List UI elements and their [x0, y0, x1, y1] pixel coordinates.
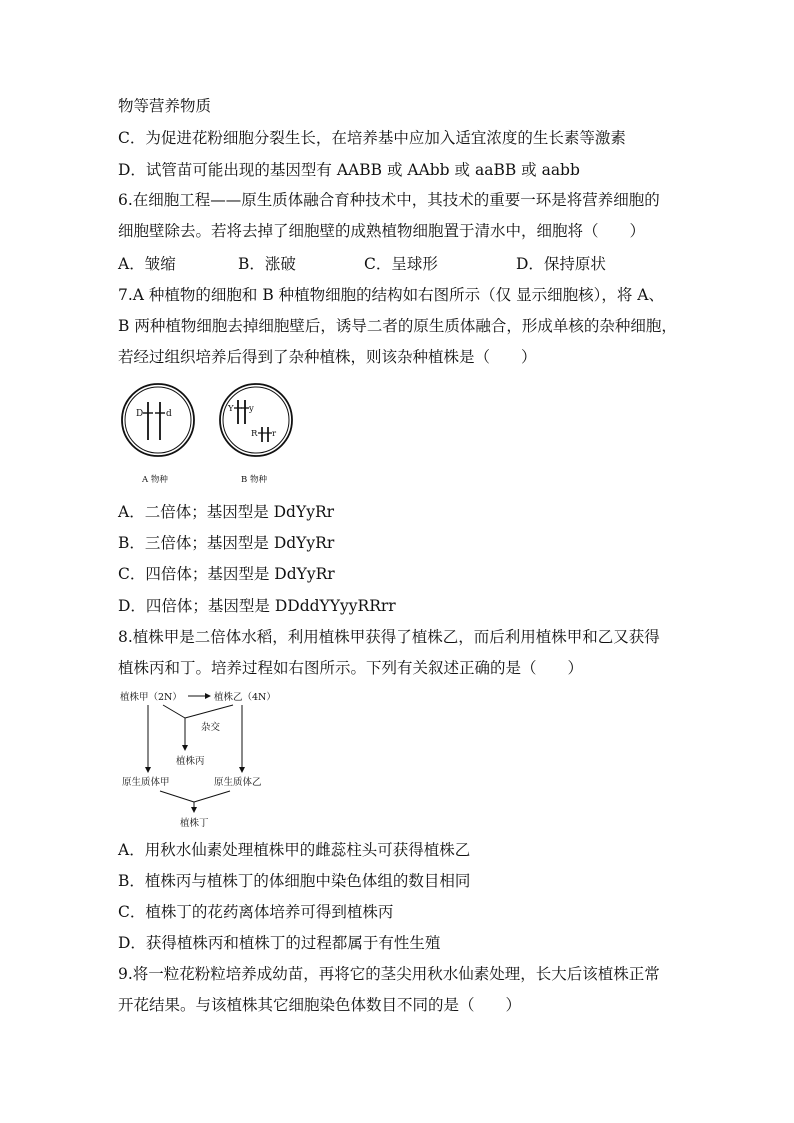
q5-option-b-tail: 物等营养物质: [118, 97, 212, 115]
q8-option-a: A．用秋水仙素处理植株甲的雌蕊柱头可获得植株乙: [118, 841, 471, 859]
q6-option-a: A．皱缩: [118, 255, 176, 273]
q7-option-b: B．三倍体；基因型是 DdYyRr: [118, 534, 335, 552]
q8-stem-line1: 8.植株甲是二倍体水稻，利用植株甲获得了植株乙，而后利用植株甲和乙又获得: [118, 628, 660, 646]
q7-option-a: A．二倍体；基因型是 DdYyRr: [118, 503, 335, 521]
q7-option-c: C．四倍体；基因型是 DdYyRr: [118, 565, 335, 583]
q6-option-b: B．涨破: [238, 255, 296, 273]
q8-option-c: C．植株丁的花药离体培养可得到植株丙: [118, 903, 394, 921]
plant-ding-label: 植株丁: [180, 818, 209, 829]
q5-option-c: C．为促进花粉细胞分裂生长，在培养基中应加入适宜浓度的生长素等激素: [118, 129, 626, 147]
plant-yi-label: 植株乙（4N）: [214, 692, 276, 703]
q6-option-c: C．呈球形: [364, 255, 438, 273]
species-a-label: A 物种: [142, 475, 168, 485]
q9-stem-line2: 开花结果。与该植株其它细胞染色体数目不同的是（ ）: [118, 996, 522, 1014]
q8-option-b: B．植株丙与植株丁的体细胞中染色体组的数目相同: [118, 872, 471, 890]
q6-options: [118, 254, 606, 274]
gene-D-label: D: [136, 409, 144, 419]
gene-y-label: y: [249, 404, 254, 414]
cross-label: 杂交: [201, 722, 221, 733]
q8-stem-line2: 植株丙和丁。培养过程如右图所示。下列有关叙述正确的是（ ）: [118, 659, 584, 677]
cell-b: [220, 384, 292, 485]
q7-stem-line2: B 两种植物细胞去掉细胞壁后，诱导二者的原生质体融合，形成单核的杂种细胞，: [118, 317, 677, 335]
protoplast-yi-label: 原生质体乙: [214, 777, 262, 788]
q7-cell-figure: [118, 380, 308, 490]
q7-stem-line1: 7.A 种植物的细胞和 B 种植物细胞的结构如右图所示（仅 显示细胞核），将 A、: [118, 286, 664, 304]
q6-option-d: D．保持原状: [516, 255, 606, 273]
q9-stem-line1: 9.将一粒花粉粒培养成幼苗，再将它的茎尖用秋水仙素处理，长大后该植株正常: [118, 965, 660, 983]
q8-breeding-diagram: [118, 688, 288, 830]
gene-d-label: d: [166, 409, 172, 419]
plant-jia-label: 植株甲（2N）: [120, 692, 182, 703]
gene-R-label: R: [251, 429, 258, 439]
q6-stem-line1: 6.在细胞工程——原生质体融合育种技术中，其技术的重要一环是将营养细胞的: [118, 191, 660, 209]
plant-bing-label: 植株丙: [176, 756, 205, 767]
species-b-label: B 物种: [241, 475, 267, 485]
q6-stem-line2: 细胞壁除去。若将去掉了细胞壁的成熟植物细胞置于清水中，细胞将（ ）: [118, 222, 646, 240]
q7-stem-line3: 若经过组织培养后得到了杂种植株，则该杂种植株是（ ）: [118, 348, 537, 366]
cell-a: [122, 384, 194, 485]
q5-option-d: D．试管苗可能出现的基因型有 AABB 或 AAbb 或 aaBB 或 aabb: [118, 161, 580, 179]
q7-option-d: D．四倍体；基因型是 DDddYYyyRRrr: [118, 597, 396, 615]
gene-Y-label: Y: [228, 404, 234, 414]
q8-option-d: D．获得植株丙和植株丁的过程都属于有性生殖: [118, 934, 441, 952]
gene-r-label: r: [272, 429, 277, 439]
protoplast-jia-label: 原生质体甲: [122, 777, 170, 788]
